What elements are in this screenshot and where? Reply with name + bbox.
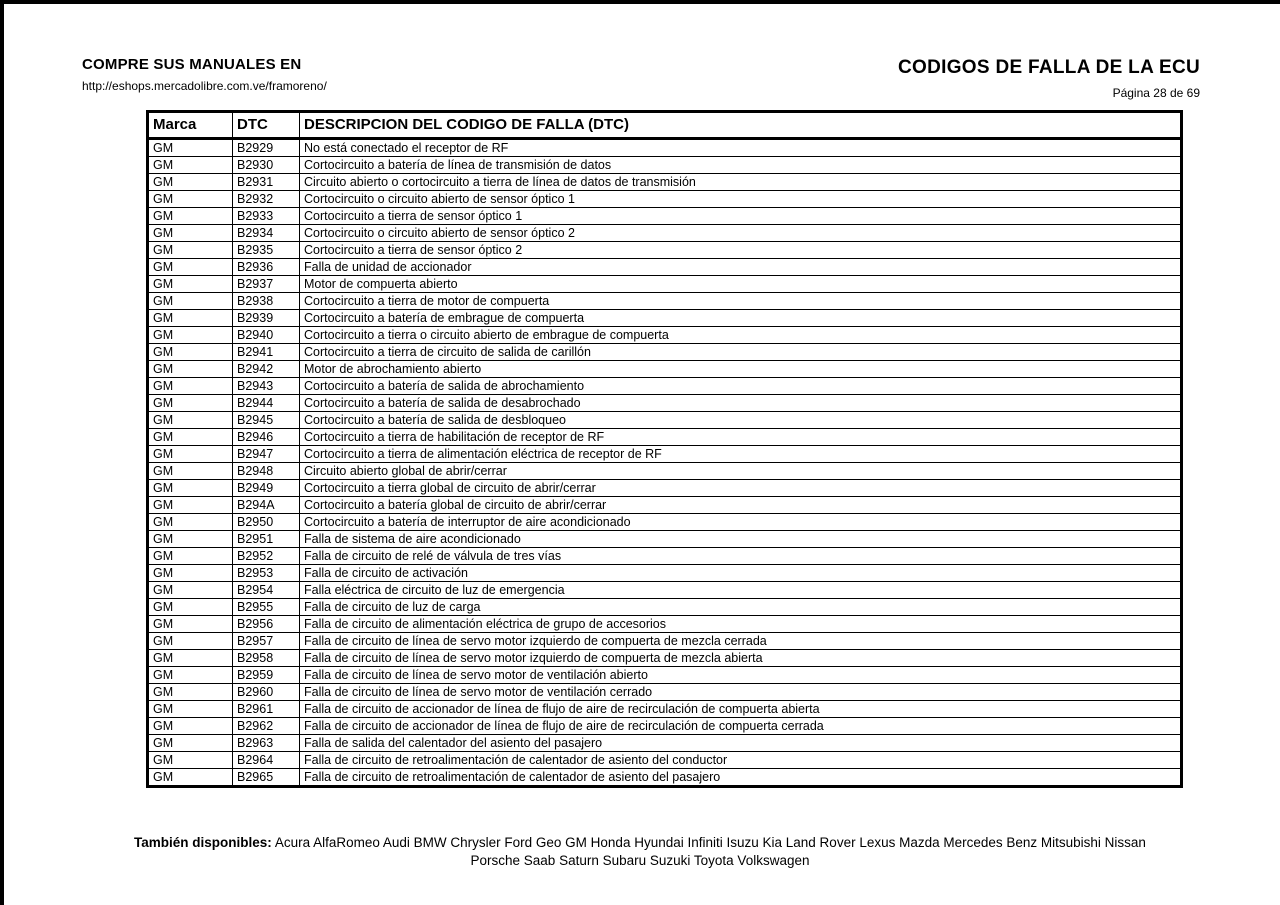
- table-row: [148, 361, 1182, 378]
- store-title: COMPRE SUS MANUALES EN: [82, 56, 302, 73]
- cell-descripcion: No está conectado el receptor de RF: [300, 139, 1182, 157]
- table-row: [148, 480, 1182, 497]
- cell-descripcion: Falla de circuito de luz de carga: [300, 599, 1182, 616]
- table-row: [148, 514, 1182, 531]
- cell-descripcion: Falla de salida del calentador del asiento del pasajero: [300, 735, 1182, 752]
- table-row: [148, 599, 1182, 616]
- cell-descripcion: Cortocircuito a tierra de sensor óptico 2: [300, 242, 1182, 259]
- cell-descripcion: Falla de sistema de aire acondicionado: [300, 531, 1182, 548]
- cell-descripcion: Cortocircuito a batería de línea de transmisión de datos: [300, 157, 1182, 174]
- page-title: CODIGOS DE FALLA DE LA ECU: [898, 57, 1200, 78]
- table-row: [148, 225, 1182, 242]
- cell-dtc: B2930: [233, 157, 300, 174]
- column-header-dtc: DTC: [233, 112, 300, 139]
- table-row: [148, 650, 1182, 667]
- cell-marca: GM: [148, 259, 233, 276]
- cell-marca: GM: [148, 684, 233, 701]
- cell-marca: GM: [148, 225, 233, 242]
- cell-marca: GM: [148, 378, 233, 395]
- cell-dtc: B2965: [233, 769, 300, 787]
- cell-marca: GM: [148, 599, 233, 616]
- cell-dtc: B294A: [233, 497, 300, 514]
- footer: [0, 834, 1280, 870]
- table-row: [148, 395, 1182, 412]
- cell-marca: GM: [148, 616, 233, 633]
- table-row: [148, 310, 1182, 327]
- cell-descripcion: Circuito abierto global de abrir/cerrar: [300, 463, 1182, 480]
- cell-descripcion: Cortocircuito a batería de interruptor de aire acondicionado: [300, 514, 1182, 531]
- cell-marca: GM: [148, 310, 233, 327]
- cell-descripcion: Cortocircuito a batería global de circuito de abrir/cerrar: [300, 497, 1182, 514]
- cell-dtc: B2935: [233, 242, 300, 259]
- table-row: [148, 344, 1182, 361]
- table-row: [148, 735, 1182, 752]
- cell-marca: GM: [148, 242, 233, 259]
- cell-dtc: B2954: [233, 582, 300, 599]
- header-right: [898, 57, 1200, 100]
- cell-dtc: B2939: [233, 310, 300, 327]
- cell-marca: GM: [148, 276, 233, 293]
- cell-dtc: B2938: [233, 293, 300, 310]
- cell-dtc: B2955: [233, 599, 300, 616]
- cell-dtc: B2931: [233, 174, 300, 191]
- cell-dtc: B2958: [233, 650, 300, 667]
- cell-marca: GM: [148, 497, 233, 514]
- cell-descripcion: Circuito abierto o cortocircuito a tierra de línea de datos de transmisión: [300, 174, 1182, 191]
- cell-marca: GM: [148, 531, 233, 548]
- cell-dtc: B2953: [233, 565, 300, 582]
- cell-dtc: B2940: [233, 327, 300, 344]
- cell-marca: GM: [148, 701, 233, 718]
- cell-marca: GM: [148, 633, 233, 650]
- column-header-descripcion: DESCRIPCION DEL CODIGO DE FALLA (DTC): [300, 112, 1182, 139]
- cell-dtc: B2946: [233, 429, 300, 446]
- footer-label: También disponibles:: [134, 835, 272, 850]
- dtc-table: [146, 110, 1183, 788]
- table-row: [148, 276, 1182, 293]
- table-row: [148, 327, 1182, 344]
- table-row: [148, 378, 1182, 395]
- cell-descripcion: Falla de circuito de línea de servo motor de ventilación cerrado: [300, 684, 1182, 701]
- cell-descripcion: Cortocircuito a tierra de motor de compuerta: [300, 293, 1182, 310]
- cell-descripcion: Cortocircuito a tierra de alimentación eléctrica de receptor de RF: [300, 446, 1182, 463]
- cell-descripcion: Falla de circuito de línea de servo motor izquierdo de compuerta de mezcla cerrada: [300, 633, 1182, 650]
- cell-marca: GM: [148, 650, 233, 667]
- cell-descripcion: Cortocircuito a tierra de circuito de salida de carillón: [300, 344, 1182, 361]
- cell-marca: GM: [148, 412, 233, 429]
- footer-brands-line2: Porsche Saab Saturn Subaru Suzuki Toyota Volkswagen: [470, 853, 810, 868]
- footer-brands-line1: [0, 834, 1280, 852]
- cell-descripcion: Falla eléctrica de circuito de luz de emergencia: [300, 582, 1182, 599]
- table-row: [148, 446, 1182, 463]
- table-row: [148, 259, 1182, 276]
- cell-marca: GM: [148, 718, 233, 735]
- table-row: [148, 582, 1182, 599]
- cell-dtc: B2934: [233, 225, 300, 242]
- cell-dtc: B2951: [233, 531, 300, 548]
- cell-marca: GM: [148, 667, 233, 684]
- table-row: [148, 548, 1182, 565]
- table-row: [148, 208, 1182, 225]
- table-row: [148, 174, 1182, 191]
- cell-dtc: B2959: [233, 667, 300, 684]
- cell-marca: GM: [148, 429, 233, 446]
- table-row: [148, 718, 1182, 735]
- cell-marca: GM: [148, 361, 233, 378]
- table-row: [148, 633, 1182, 650]
- cell-descripcion: Cortocircuito o circuito abierto de sensor óptico 1: [300, 191, 1182, 208]
- table-row: [148, 497, 1182, 514]
- cell-marca: GM: [148, 463, 233, 480]
- cell-marca: GM: [148, 395, 233, 412]
- cell-dtc: B2932: [233, 191, 300, 208]
- table-row: [148, 769, 1182, 787]
- table-row: [148, 752, 1182, 769]
- cell-marca: GM: [148, 293, 233, 310]
- cell-descripcion: Cortocircuito a tierra de sensor óptico 1: [300, 208, 1182, 225]
- scan-border-top: [0, 0, 1280, 4]
- cell-descripcion: Cortocircuito a batería de salida de desbloqueo: [300, 412, 1182, 429]
- cell-marca: GM: [148, 191, 233, 208]
- cell-dtc: B2963: [233, 735, 300, 752]
- cell-marca: GM: [148, 769, 233, 787]
- cell-dtc: B2936: [233, 259, 300, 276]
- cell-descripcion: Falla de circuito de retroalimentación de calentador de asiento del conductor: [300, 752, 1182, 769]
- cell-dtc: B2960: [233, 684, 300, 701]
- cell-dtc: B2942: [233, 361, 300, 378]
- table-row: [148, 667, 1182, 684]
- cell-descripcion: Cortocircuito a batería de salida de desabrochado: [300, 395, 1182, 412]
- cell-descripcion: Motor de abrochamiento abierto: [300, 361, 1182, 378]
- cell-dtc: B2950: [233, 514, 300, 531]
- cell-descripcion: Falla de circuito de activación: [300, 565, 1182, 582]
- table-row: [148, 191, 1182, 208]
- footer-brands-text: Acura AlfaRomeo Audi BMW Chrysler Ford Geo GM Honda Hyundai Infiniti Isuzu Kia Land Rover Lexus Mazda Mercedes Benz Mitsubishi Nissan: [274, 835, 1146, 850]
- scan-border-left: [0, 0, 4, 905]
- cell-marca: GM: [148, 480, 233, 497]
- cell-descripcion: Falla de circuito de alimentación eléctrica de grupo de accesorios: [300, 616, 1182, 633]
- table-row: [148, 463, 1182, 480]
- table-row: [148, 565, 1182, 582]
- cell-descripcion: Falla de circuito de relé de válvula de tres vías: [300, 548, 1182, 565]
- cell-marca: GM: [148, 446, 233, 463]
- table-row: [148, 293, 1182, 310]
- table-row: [148, 412, 1182, 429]
- cell-dtc: B2949: [233, 480, 300, 497]
- cell-dtc: B2929: [233, 139, 300, 157]
- cell-dtc: B2961: [233, 701, 300, 718]
- cell-marca: GM: [148, 565, 233, 582]
- cell-dtc: B2937: [233, 276, 300, 293]
- cell-dtc: B2948: [233, 463, 300, 480]
- cell-descripcion: Cortocircuito a tierra global de circuito de abrir/cerrar: [300, 480, 1182, 497]
- cell-descripcion: Cortocircuito a batería de salida de abrochamiento: [300, 378, 1182, 395]
- cell-descripcion: Cortocircuito o circuito abierto de sensor óptico 2: [300, 225, 1182, 242]
- table-row: [148, 616, 1182, 633]
- cell-dtc: B2964: [233, 752, 300, 769]
- table-row: [148, 701, 1182, 718]
- cell-dtc: B2957: [233, 633, 300, 650]
- table-row: [148, 242, 1182, 259]
- cell-marca: GM: [148, 344, 233, 361]
- table-row: [148, 429, 1182, 446]
- cell-dtc: B2943: [233, 378, 300, 395]
- dtc-table-body: [148, 139, 1182, 787]
- table-row: [148, 684, 1182, 701]
- table-row: [148, 157, 1182, 174]
- cell-descripcion: Falla de circuito de línea de servo motor izquierdo de compuerta de mezcla abierta: [300, 650, 1182, 667]
- cell-dtc: B2945: [233, 412, 300, 429]
- cell-marca: GM: [148, 157, 233, 174]
- cell-marca: GM: [148, 174, 233, 191]
- cell-dtc: B2952: [233, 548, 300, 565]
- page-number-indicator: Página 28 de 69: [1112, 86, 1200, 100]
- cell-dtc: B2962: [233, 718, 300, 735]
- cell-descripcion: Falla de circuito de retroalimentación de calentador de asiento del pasajero: [300, 769, 1182, 787]
- table-header-row: [148, 112, 1182, 139]
- cell-descripcion: Motor de compuerta abierto: [300, 276, 1182, 293]
- cell-dtc: B2944: [233, 395, 300, 412]
- cell-dtc: B2933: [233, 208, 300, 225]
- table-row: [148, 139, 1182, 157]
- store-url: http://eshops.mercadolibre.com.ve/framoreno/: [82, 79, 327, 93]
- cell-descripcion: Cortocircuito a tierra o circuito abierto de embrague de compuerta: [300, 327, 1182, 344]
- table-row: [148, 531, 1182, 548]
- cell-dtc: B2956: [233, 616, 300, 633]
- column-header-marca: Marca: [148, 112, 233, 139]
- cell-marca: GM: [148, 548, 233, 565]
- cell-descripcion: Falla de unidad de accionador: [300, 259, 1182, 276]
- cell-dtc: B2941: [233, 344, 300, 361]
- cell-marca: GM: [148, 208, 233, 225]
- cell-descripcion: Falla de circuito de accionador de línea de flujo de aire de recirculación de compuerta cerrada: [300, 718, 1182, 735]
- cell-descripcion: Cortocircuito a batería de embrague de compuerta: [300, 310, 1182, 327]
- cell-marca: GM: [148, 582, 233, 599]
- cell-marca: GM: [148, 139, 233, 157]
- cell-descripcion: Falla de circuito de accionador de línea de flujo de aire de recirculación de compuerta abierta: [300, 701, 1182, 718]
- cell-dtc: B2947: [233, 446, 300, 463]
- cell-marca: GM: [148, 752, 233, 769]
- cell-descripcion: Cortocircuito a tierra de habilitación de receptor de RF: [300, 429, 1182, 446]
- cell-marca: GM: [148, 735, 233, 752]
- cell-marca: GM: [148, 514, 233, 531]
- cell-marca: GM: [148, 327, 233, 344]
- cell-descripcion: Falla de circuito de línea de servo motor de ventilación abierto: [300, 667, 1182, 684]
- header-left: [82, 56, 327, 93]
